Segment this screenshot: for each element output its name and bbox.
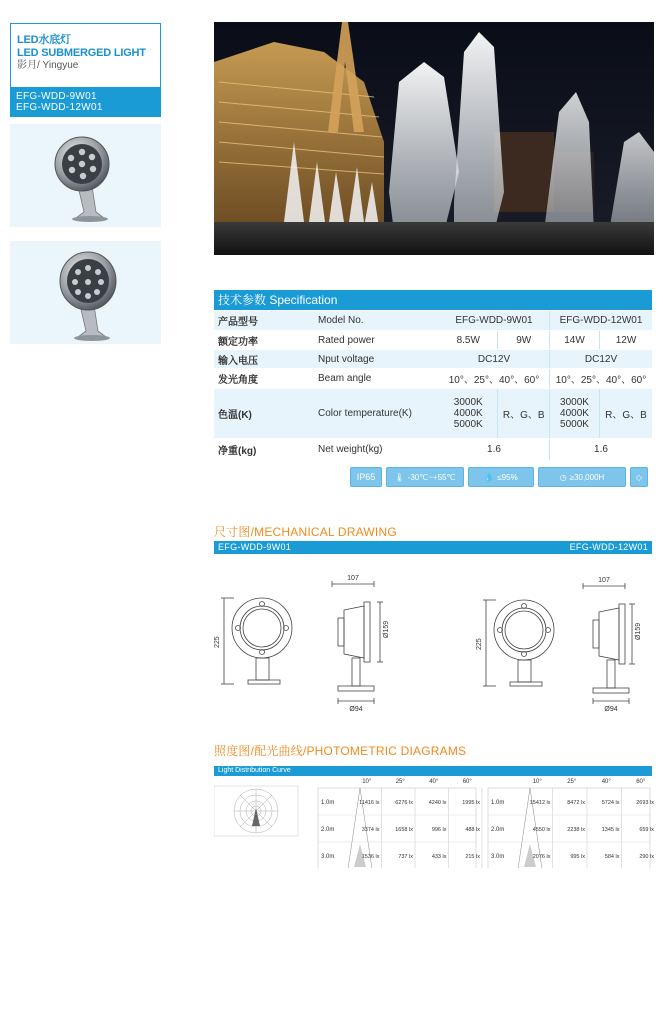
humidity-badge: [468, 467, 534, 487]
lux-cell: 584 lx: [604, 854, 620, 860]
product-image-9w: [10, 124, 161, 227]
cell-cct: 3000K 4000K 5000K: [439, 389, 498, 438]
cell-power-b: 9W: [516, 334, 532, 346]
table-row: [214, 331, 652, 350]
lux-cell: 5724 lx: [601, 800, 620, 806]
product-image-12w: [10, 241, 161, 344]
lifetime-badge: [538, 467, 626, 487]
dim-height-label: 225: [476, 638, 483, 650]
row-label-zh: 净重(kg): [218, 446, 257, 457]
drawing-12w: [483, 583, 635, 704]
angle-header: 40°: [429, 779, 439, 785]
lux-cell: 4550 lx: [532, 827, 551, 833]
lux-cell: 2076 lx: [532, 854, 551, 860]
lux-cell: 1658 lx: [395, 827, 413, 833]
distance-label: 3.0m: [321, 854, 335, 860]
distance-label: 3.0m: [491, 854, 505, 860]
lux-cell: 3374 lx: [361, 827, 380, 833]
row-label-zh: 额定功率: [218, 336, 258, 348]
cell-power-a: 8.5W: [439, 331, 498, 349]
lux-cell: 996 lx: [431, 827, 447, 833]
illuminance-table-12w: [488, 779, 654, 868]
angle-header: 10°: [532, 779, 542, 785]
illuminance-table-9w: [318, 779, 482, 868]
angle-header: 25°: [395, 779, 405, 785]
thermometer-icon: 🌡: [394, 472, 405, 482]
cell-power-a: 14W: [550, 331, 600, 349]
row-label-en: Color temperature(K): [318, 408, 412, 419]
row-label-en: Beam angle: [318, 373, 372, 384]
row-label-en: Net weight(kg): [318, 444, 383, 455]
mechanical-title: 尺寸图/MECHANICAL DRAWING: [214, 525, 397, 539]
lux-cell: 1345 lx: [601, 827, 620, 833]
table-row: [214, 389, 652, 439]
title-zh: LED水底灯: [17, 34, 71, 46]
cell-beam: 10°、25°、40°、60°: [439, 369, 550, 388]
angle-header: 40°: [601, 779, 611, 785]
temperature-badge: [386, 467, 464, 487]
angle-header: 10°: [362, 779, 372, 785]
lamp-icon: [10, 241, 161, 344]
cell-rgb: R、G、B: [502, 410, 545, 421]
lux-cell: 8472 lx: [567, 800, 585, 806]
lux-cell: 995 lx: [570, 854, 585, 860]
hero-photo: [214, 22, 654, 255]
mechanical-drawing: [214, 568, 654, 718]
droplet-icon: 💧: [484, 472, 495, 482]
feature-icons: [350, 467, 652, 489]
clock-icon: ◷: [559, 472, 567, 482]
diamond-icon: ◇: [630, 467, 648, 487]
row-label-en: Rated power: [318, 334, 375, 346]
lux-cell: 215 lx: [465, 854, 480, 860]
model-9w: EFG-WDD-9W01: [16, 91, 97, 102]
distance-label: 1.0m: [491, 800, 505, 806]
row-label-en: Nput voltage: [318, 353, 375, 365]
lux-cell: 4240 lx: [428, 800, 447, 806]
fountain-photo: [214, 22, 654, 255]
distance-label: 1.0m: [321, 800, 335, 806]
table-row: [214, 311, 652, 331]
temperature-value: -30℃~+55℃: [407, 472, 456, 482]
photometric-bar: Light Distribution Curve: [214, 766, 652, 776]
mechanical-model-right: EFG-WDD-12W01: [569, 542, 648, 552]
spec-header: 技术参数 Specification: [214, 290, 652, 310]
model-12w: EFG-WDD-12W01: [16, 102, 103, 113]
humidity-value: ≤95%: [497, 472, 518, 482]
polar-curve: [214, 786, 298, 836]
dim-width-label: 107: [347, 575, 359, 582]
row-label-en: Model No.: [318, 315, 364, 326]
table-row: [214, 439, 652, 461]
angle-header: 25°: [567, 779, 577, 785]
lux-cell: 2238 lx: [567, 827, 585, 833]
dim-base-label: Ø94: [604, 706, 618, 713]
lux-cell: 15412 lx: [529, 800, 551, 806]
spec-table: [214, 311, 652, 461]
row-label-zh: 产品型号: [218, 317, 258, 328]
cell-model-9w: EFG-WDD-9W01: [439, 311, 550, 330]
cell-rgb: R、G、B: [605, 410, 647, 421]
cell-cct: 3000K 4000K 5000K: [550, 389, 600, 438]
cell-power-b: 12W: [615, 334, 637, 346]
lux-cell: 433 lx: [431, 854, 447, 860]
cell-voltage: DC12V: [584, 353, 618, 365]
brand-name: 影月/ Yingyue: [17, 60, 79, 71]
lux-cell: 659 lx: [639, 827, 654, 833]
lux-cell: 2693 lx: [636, 800, 654, 806]
photometric-title: 照度图/配光曲线/PHOTOMETRIC DIAGRAMS: [214, 744, 467, 758]
cell-model-12w: EFG-WDD-12W01: [559, 315, 643, 326]
lux-cell: 737 lx: [398, 854, 413, 860]
lux-cell: 290 lx: [639, 854, 654, 860]
row-label-zh: 输入电压: [218, 355, 258, 367]
lifetime-value: ≥30,000H: [569, 472, 605, 482]
angle-header: 60°: [636, 779, 646, 785]
lux-cell: 488 lx: [465, 827, 480, 833]
cell-weight: 1.6: [594, 444, 608, 455]
dim-width-label: 107: [598, 577, 610, 584]
table-row: [214, 369, 652, 389]
row-label-zh: 色温(K): [218, 410, 252, 421]
photometric-diagrams: [214, 776, 654, 868]
distance-label: 2.0m: [491, 827, 505, 833]
ip-rating-badge: IP65: [350, 467, 382, 487]
dim-height-label: 225: [214, 636, 221, 648]
lux-cell: 1995 lx: [462, 800, 480, 806]
cell-weight: 1.6: [439, 439, 550, 460]
drawing-9w: [221, 581, 383, 704]
dim-diameter-label: Ø159: [635, 622, 642, 640]
row-label-zh: 发光角度: [218, 375, 258, 386]
dim-diameter-label: Ø159: [383, 620, 390, 638]
model-bar: [10, 87, 161, 117]
dim-base-label: Ø94: [349, 706, 363, 713]
mechanical-bar: [214, 541, 652, 554]
lux-cell: 6276 lx: [395, 800, 413, 806]
angle-header: 60°: [462, 779, 472, 785]
title-box: [10, 23, 161, 87]
lamp-icon: [10, 124, 161, 227]
mechanical-model-left: EFG-WDD-9W01: [218, 542, 292, 552]
title-en: LED SUBMERGED LIGHT: [17, 47, 146, 59]
lux-cell: 11416 lx: [359, 800, 380, 806]
distance-label: 2.0m: [321, 827, 335, 833]
cell-beam: 10°、25°、40°、60°: [555, 375, 647, 386]
table-row: [214, 350, 652, 369]
cell-voltage: DC12V: [439, 350, 550, 368]
lux-cell: 1536 lx: [361, 854, 380, 860]
